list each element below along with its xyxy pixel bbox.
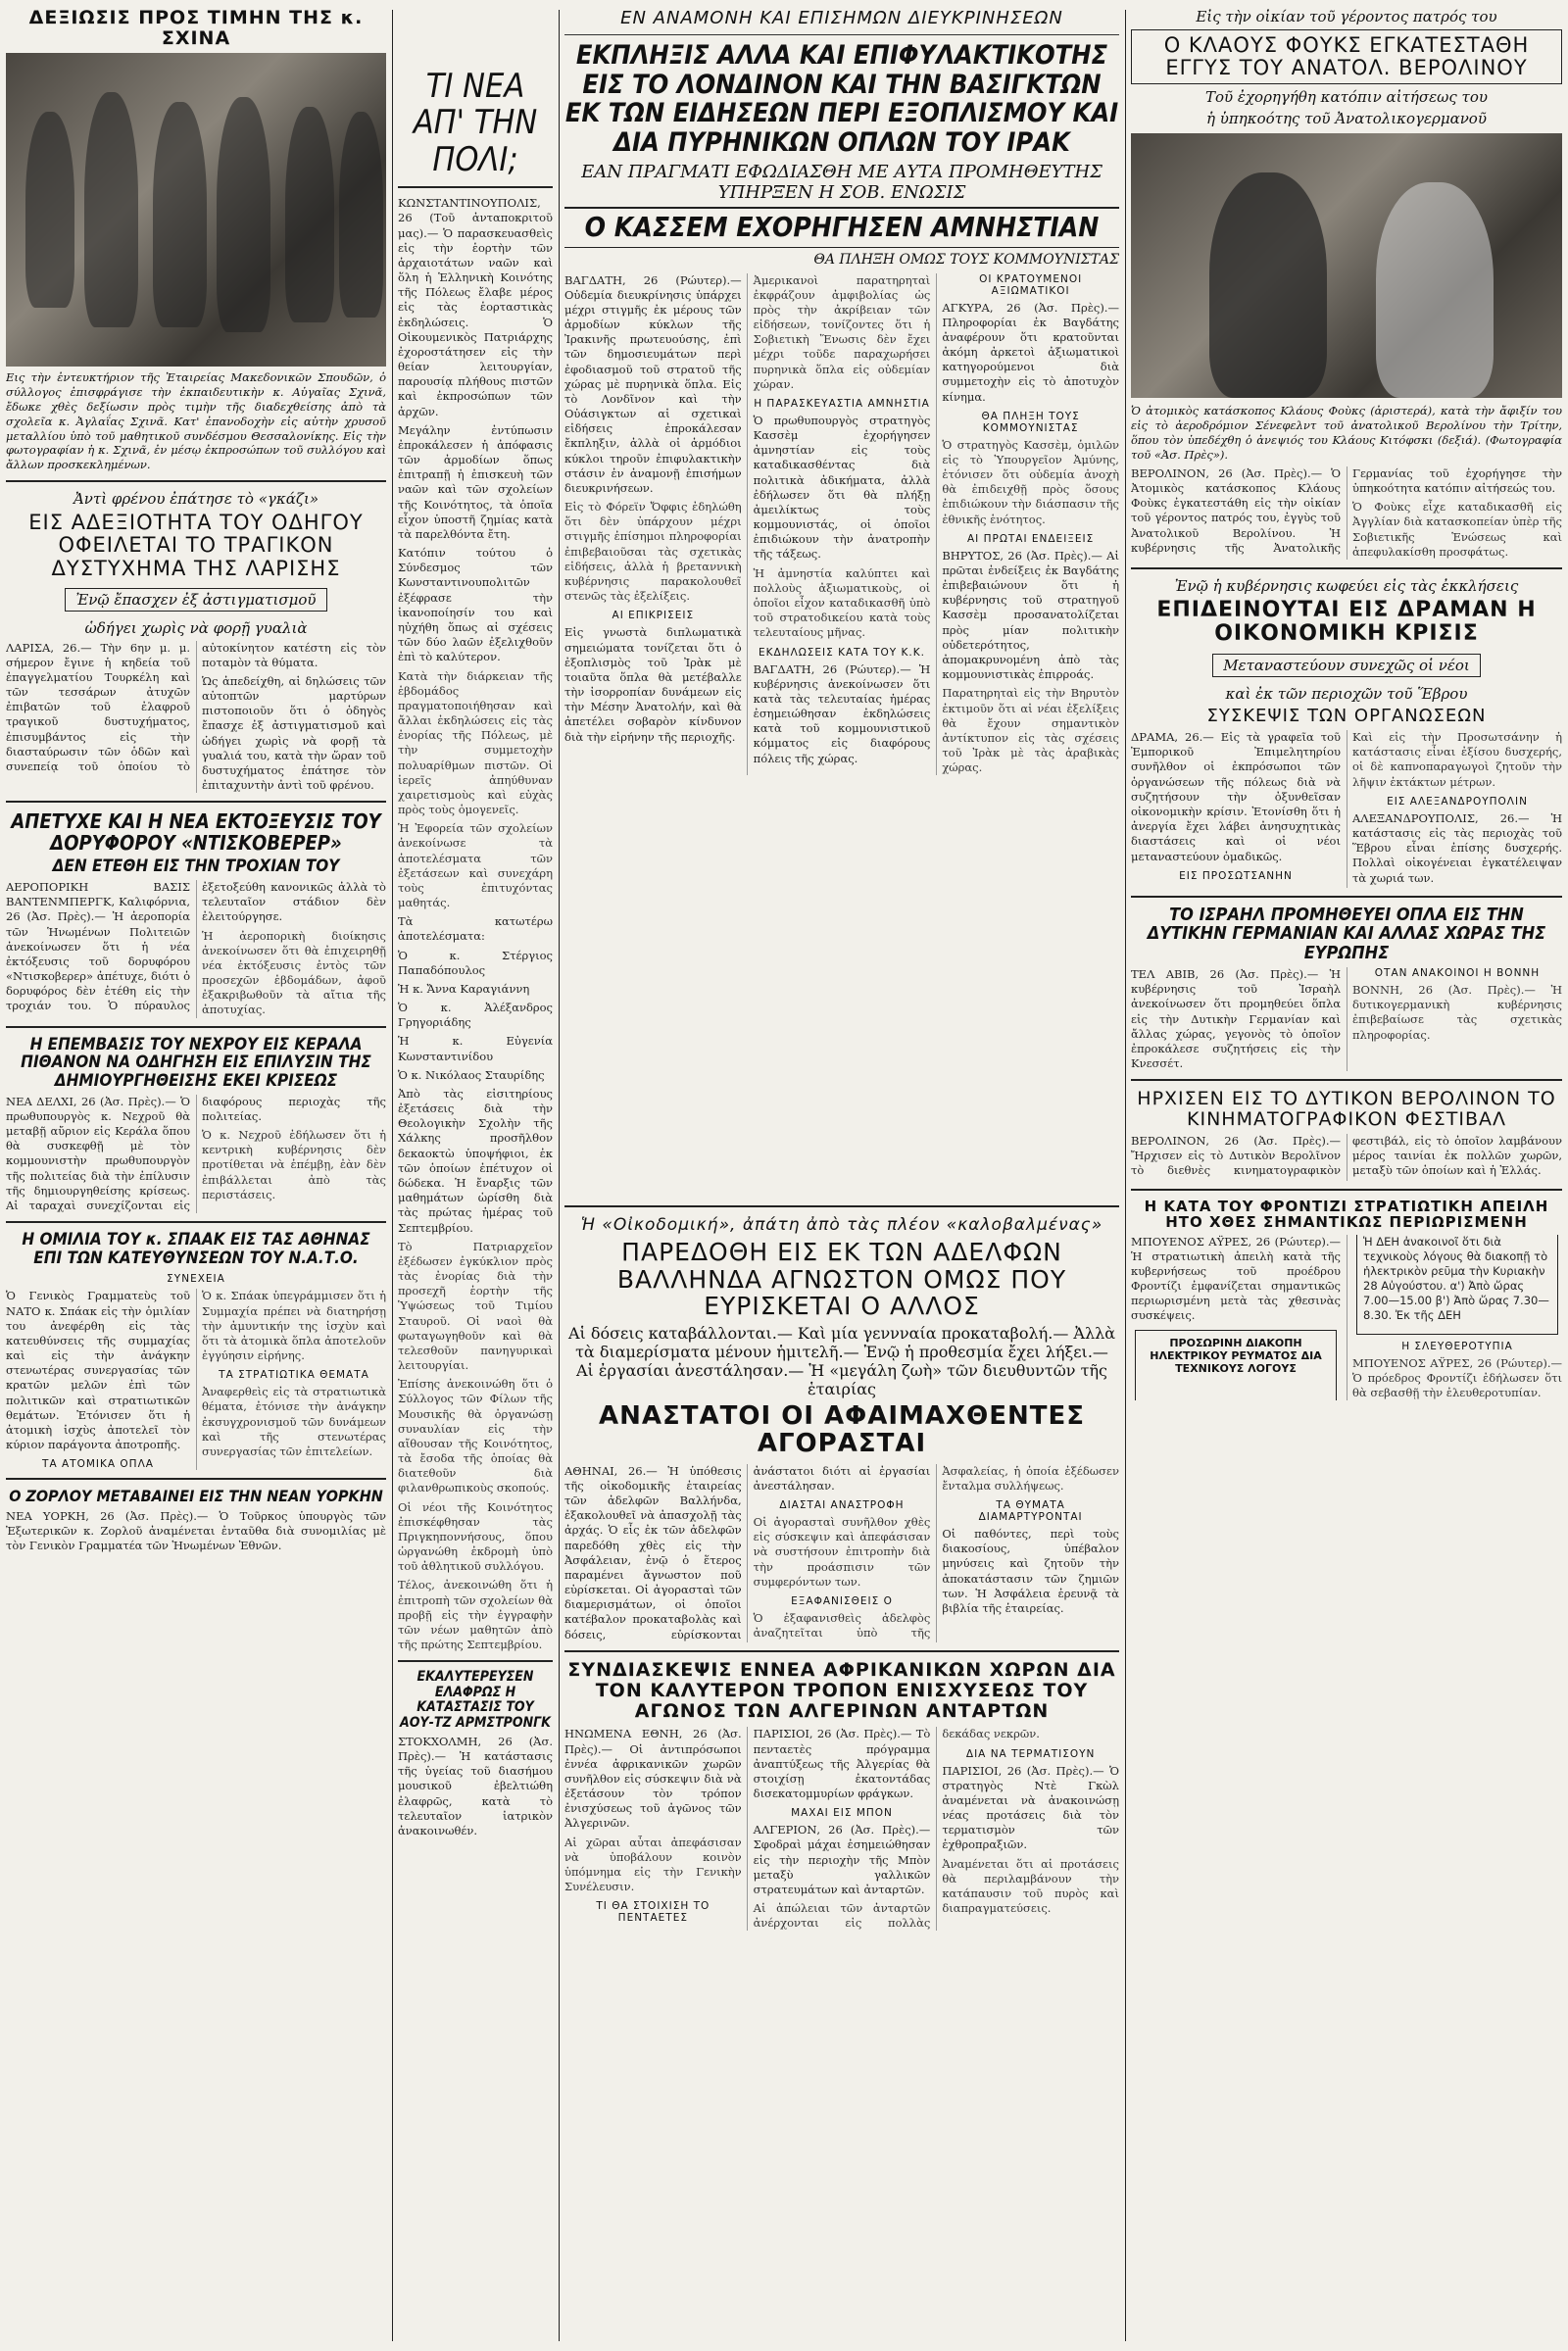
photo-caption: Εις τὴν ἐντευκτήριον τῆς Ἑταιρείας Μακεδονικῶν Σπουδῶν, ὁ σύλλογος ἐπισφράγισε τὴν ἐκπαιδευτικὴν κ. Αὐγαῖας Σχινᾶ, ἔδωκε χθὲς δεξίωσιν πρὸς τιμὴν τῆς διαδεχθείσης ἀπὸ τὰ σχολεῖα κ. Ἀγλαΐας Σχινᾶ. Κατ' ἐπανοδοχὴν εἰς αὐτὴν χρυσοῦ μεταλλίου ὑπὸ τοῦ μαθητικοῦ συνδέσμου Θεσσαλονίκης. Εἰς τὴν φωτογραφίαν ἡ κ. Σχινᾶ, ἐν μέσῳ ἐκπροσώπων τοῦ συλλόγου καὶ ἄλλων προσκεκλημένων. [6, 369, 386, 472]
kicker-oikodomiki: Ἡ «Οἰκοδομική», ἀπάτη ἀπὸ τὰς πλέον «καλοβαλμένας» [580, 1215, 1103, 1235]
section-label: ΟΤΑΝ ΑΝΑΚΟΙΝΟΙ Η ΒΟΝΝΗ [1374, 967, 1541, 980]
article-paragraph: ΛΑΡΙΣΑ, 26.— Τὴν 6ην μ. μ. σήμερον ἔγινε ἡ κηδεία τοῦ ἐπαγγελματίου Τουρκέλη καὶ τῶν τεσσάρων ἀτυχῶν ἐπιβατῶν τοῦ ἐλαφροῦ τραγικοῦ δυστυχήματος, ἐπισυμβάντος εἰς τὴν διασταύρωσιν τῶν ὁδῶν καὶ συνεπείᾳ τοῦ ὁποίου τὸ αὐτοκίνητον κατέστη εἰς τὸν ποταμὸν τὰ θύματα. [6, 640, 386, 773]
article-paragraph: ΜΠΟΥΕΝΟΣ ΑΫΡΕΣ, 26 (Ρώυτερ).— Ἡ στρατιωτικὴ ἀπειλὴ κατὰ τῆς κυβερνήσεως τοῦ προέδρου Φροντίζι ἐμφανίζεται σημαντικῶς περιωρισμένη μετὰ τὰς χθεσινὰς συσκέψεις. [1131, 1234, 1341, 1323]
subhead-evros: καὶ ἐκ τῶν περιοχῶν τοῦ Ἕβρου [1225, 685, 1468, 704]
kicker-fuchs: Εἰς τὴν οἰκίαν τοῦ γέροντος πατρός του [1196, 8, 1497, 25]
section-label: ΤΑ ΘΥΜΑΤΑ ΔΙΑΜΑΡΤΥΡΟΝΤΑΙ [978, 1499, 1083, 1524]
photo-caption: Ὁ ἀτομικὸς κατάσκοπος Κλάους Φοὺκς (ἀριστερά), κατὰ τὴν ἄφιξίν του εἰς τὸ ἀεροδρόμιον Σένεφελντ τοῦ ἀνατολικοῦ Βερολίνου τὴν Τρίτην, ὅπου τὸν ὑπεδέχθη ὁ ἀνεψιός του Κλάους Κιτόφσκι (δεξιά). (Φωτογραφία τοῦ «Ἀσ. Πρὲς»). [1131, 404, 1562, 462]
section-label: ΘΑ ΠΛΗΞΗ ΤΟΥΣ ΚΟΜΜΟΥΝΙΣΤΑΣ [981, 410, 1080, 434]
article-paragraph: ΗΝΩΜΕΝΑ ΕΘΝΗ, 26 (Ἀσ. Πρὲς).— Οἱ ἀντιπρόσωποι ἐννέα ἀφρικανικῶν χωρῶν συνῆλθον εἰς σύσκεψιν διὰ νὰ ἐξετάσουν τὸν τρόπον ἐνισχύσεως τοῦ ἀγῶνος τῶν Ἀλγερινῶν. [564, 1727, 742, 1831]
subhead-discoverer: ΔΕΝ ΕΤΕΘΗ ΕΙΣ ΤΗΝ ΤΡΟΧΙΑΝ ΤΟΥ [52, 857, 340, 877]
subhead-soviet-supplier: ΕΑΝ ΠΡΑΓΜΑΤΙ ΕΦΩΔΙΑΣΘΗ ΜΕ ΑΥΤΑ ΠΡΟΜΗΘΕΥΤΗΣ ΥΠΗΡΞΕΝ Η ΣΟΒ. ΕΝΩΣΙΣ [581, 161, 1102, 203]
section-label: ΔΙΑ ΝΑ ΤΕΡΜΑΤΙΣΟΥΝ [965, 1747, 1096, 1760]
article-paragraph: ΒΑΓΔΑΤΗ, 26 (Ρώυτερ).— Ἡ κυβέρνησις ἀνεκοίνωσεν ὅτι κατὰ τὰς τελευταίας ἡμέρας ἐσημειώθησαν ἐκδηλώσεις κατὰ τοῦ κομμουνιστικοῦ κόμματος εἰς διαφόρους πόλεις τῆς χώρας. [753, 661, 931, 765]
article-paragraph: ΒΑΓΔΑΤΗ, 26 (Ρώυτερ).— Οὐδεμία διευκρίνησις ὑπάρχει μέχρι στιγμῆς ἐκ μέρους τῶν ἀρμοδίων κύκλων τῆς Ἰρακινῆς πρωτευούσης, ἐπὶ τῶν δημοσιευμάτων περὶ ἐφοδιασμοῦ τοῦ στρατοῦ τῆς χώρας μὲ πυρηνικὰ ὅπλα. Εἰς τὸ Λονδῖνον καὶ τὴν Οὐάσιγκτων αἱ σχετικαὶ εἰδήσεις ἐπροκάλεσαν ἔκπληξιν, ἀλλὰ οἱ ἁρμόδιοι κύκλοι τηροῦν ἐπιφυλακτικὴν στάσιν ἐν ἀναμονῇ ἐπισήμων διευκρινήσεων. [564, 272, 742, 495]
list-item: Ἡ κ. Ἄννα Καραγιάννη [398, 981, 530, 996]
article-paragraph: ΑΕΡΟΠΟΡΙΚΗ ΒΑΣΙΣ ΒΑΝΤΕΝΜΠΕΡΓΚ, Καλιφόρνια, 26 (Ἀσ. Πρὲς).— Ἡ ἀεροπορία τῶν Ἡνωμένων Πολιτειῶν ἀνεκοίνωσεν ὅτι ἡ νέα ἐκτόξευσις τοῦ δορυφόρου «Ντισκοβερερ» ἀπέτυχε, διότι ὁ δορυφόρος δὲν ἐτέθη εἰς τὴν τροχιάν του. Ὁ πύραυλος ἐξετοξεύθη κανονικῶς ἀλλὰ τὸ τελευταῖον στάδιον δὲν ἐλειτούργησε. [6, 880, 386, 1013]
column-rule [559, 10, 560, 2341]
section-label: ΑΙ ΠΡΩΤΑΙ ΕΝΔΕΙΞΕΙΣ [966, 532, 1095, 545]
subhead-citizenship1: Τοῦ ἐχορηγήθη κατόπιν αἰτήσεως του [1205, 88, 1488, 107]
article-paragraph: ΝΕΑ ΔΕΛΧΙ, 26 (Ἀσ. Πρὲς).— Ὁ πρωθυπουργὸς κ. Νεχροῦ θὰ μεταβῇ αὔριον εἰς Κεράλα ὅπου θὰ συσκεφθῇ μὲ τὸν κομμουνιστὴν πρωθυπουργὸν τῆς πολιτείας διὰ τὴν ἐπίλυσιν τῆς δημιουργηθείσης κρίσεως. Αἱ ταραχαὶ συνεχίζονται εἰς διαφόρους περιοχὰς τῆς πολιτείας. [6, 1094, 386, 1212]
section-label: ΕΞΑΦΑΝΙΣΘΕΙΣ Ο [791, 1594, 893, 1607]
article-paragraph: ΝΕΑ ΥΟΡΚΗ, 26 (Ἀσ. Πρὲς).— Ὁ Τοῦρκος ὑπουργὸς τῶν Ἐξωτερικῶν κ. Ζορλοῦ ἀναμένεται ἐνταῦθα διὰ συνομιλίας μὲ τὸν Γενικὸν Γραμματέα τῶν Ἡνωμένων Ἐθνῶν. [6, 1508, 386, 1553]
headline-buyers-upset: ΑΝΑΣΤΑΤΟΙ ΟΙ ΑΦΑΙΜΑΧΘΕΝΤΕΣ ΑΓΟΡΑΣΤΑΙ [599, 1400, 1085, 1459]
subhead-astigmatism: Ἐνῷ ἔπασχεν ἐξ ἀστιγματισμοῦ [65, 588, 326, 612]
headline-israel-arms: ΤΟ ΙΣΡΑΗΛ ΠΡΟΜΗΘΕΥΕΙ ΟΠΛΑ ΕΙΣ ΤΗΝ ΔΥΤΙΚΗΝ ΓΕΡΜΑΝΙΑΝ ΚΑΙ ΑΛΛΑΣ ΧΩΡΑΣ ΤΗΣ ΕΥΡΩΠΗΣ [1147, 904, 1546, 964]
section-label: Η ΠΑΡΑΣΚΕΥΑΣΤΙΑ ΑΜΝΗΣΤΙΑ [754, 397, 930, 410]
article-paragraph: ΑΘΗΝΑΙ, 26.— Ἡ ὑπόθεσις τῆς οἰκοδομικῆς ἑταιρείας τῶν ἀδελφῶν Βαλλήνδα, ἐξακολουθεῖ νὰ ἀπασχολῇ τὰς ἀρχάς. Ὁ εἷς ἐκ τῶν ἀδελφῶν παρεδόθη χθὲς εἰς τὴν Ἀσφάλειαν, ἐνῷ ὁ ἕτερος παραμένει ἄγνωστον ποῦ εὑρίσκεται. Οἱ ἀγορασταὶ τῶν διαμερισμάτων, οἱ ὁποῖοι κατέβαλον προκαταβολὰς καὶ δόσεις, εὑρίσκονται ἀνάστατοι διότι αἱ ἐργασίαι ἀνεστάλησαν. [564, 1463, 931, 1641]
article-paragraph: Ὁ πρωθυπουργὸς στρατηγὸς Κασσὲμ ἐχορήγησεν ἀμνηστίαν εἰς τοὺς καταδικασθέντας διὰ πολιτικὰ ἀδικήματα, ἀλλὰ ἐδήλωσεν ὅτι θὰ πλήξῃ ἀμειλίκτως τοὺς κομμουνιστάς, οἱ ὁποῖοι ἐπιδιώκουν τὴν ἀνατροπὴν τῆς τάξεως. [753, 413, 931, 562]
article-paragraph: ΑΛΓΕΡΙΟΝ, 26 (Ἀσ. Πρὲς).— Σφοδραὶ μάχαι ἐσημειώθησαν εἰς τὴν περιοχὴν τῆς Μπὸν μεταξὺ γαλλικῶν στρατευμάτων καὶ ἀνταρτῶν. [753, 1823, 931, 1896]
section-label: ΤΑ ΣΤΡΑΤΙΩΤΙΚΑ ΘΕΜΑΤΑ [219, 1369, 369, 1382]
headline-fuchs: Ο ΚΛΑΟΥΣ ΦΟΥΚΣ ΕΓΚΑΤΕΣΤΑΘΗ ΕΓΓΥΣ ΤΟΥ ΑΝΑΤΟΛ. ΒΕΡΟΛΙΝΟΥ [1131, 29, 1562, 84]
article-paragraph: ΠΑΡΙΣΙΟΙ, 26 (Ἀσ. Πρὲς).— Τὸ πενταετὲς πρόγραμμα ἀναπτύξεως τῆς Ἀλγερίας θὰ στοιχίσῃ ἐκατοντάδας δισεκατομμυρίων φράγκων. [753, 1727, 931, 1801]
kicker-iraq: ΕΝ ΑΝΑΜΟΝΗ ΚΑΙ ΕΠΙΣΗΜΩΝ ΔΙΕΥΚΡΙΝΗΣΕΩΝ [620, 8, 1063, 28]
headline-iraq-nuclear: ΕΚΠΛΗΞΙΣ ΑΛΛΑ ΚΑΙ ΕΠΙΦΥΛΑΚΤΙΚΟΤΗΣ ΕΙΣ ΤΟ ΛΟΝΔΙΝΟΝ ΚΑΙ ΤΗΝ ΒΑΣΙΓΚΤΩΝ ΕΚ ΤΩΝ ΕΙΔΗΣΕΩΝ ΠΕΡΙ ΕΞΟΠΛΙΣΜΟΥ ΚΑΙ ΔΙΑ ΠΥΡΗΝΙΚΩΝ ΟΠΛΩΝ ΤΟΥ ΙΡΑΚ [564, 40, 1119, 159]
headline-kassem-amnesty: Ο ΚΑΣΣΕΜ ΕΧΟΡΗΓΗΣΕΝ ΑΜΝΗΣΤΙΑΝ [564, 207, 1119, 248]
subhead-communists: ΘΑ ΠΛΗΞΗ ΟΜΩΣ ΤΟΥΣ ΚΟΜΜΟΥΝΙΣΤΑΣ [813, 251, 1119, 268]
section-label: ΣΥΝΕΧΕΙΑ [167, 1273, 225, 1286]
kicker-larisa: Ἀντὶ φρένου ἐπάτησε τὸ «γκάζι» [73, 490, 319, 509]
article-paragraph: ΒΗΡΥΤΟΣ, 26 (Ἀσ. Πρὲς).— Αἱ πρῶται ἐνδείξεις ἐκ Βαγδάτης ἐπιβεβαιώνουν ὅτι ἡ κυβέρνησις τοῦ στρατηγοῦ Κασσὲμ προσανατολίζεται πρὸς μίαν πολιτικὴν οὐδετερότητος, ἀπομακρυνομένη ἀπὸ τὰς κομμουνιστικὰς ἐπιρροάς. [942, 548, 1119, 682]
article-paragraph: ΑΓΚΥΡΑ, 26 (Ἀσ. Πρὲς).— Πληροφορίαι ἐκ Βαγδάτης ἀναφέρουν ὅτι κρατοῦνται ἀκόμη ἀρκετοὶ ἀξιωματικοὶ κατηγορούμενοι διὰ συμμετοχὴν εἰς τὸ ἀποτυχὸν κίνημα. [942, 300, 1119, 404]
list-header: Τὰ κατωτέρω ἀποτελέσματα: [398, 914, 553, 944]
list-item: Ὁ κ. Ἀλέξανδρος Γρηγοριάδης [398, 1001, 553, 1030]
column-left: ΔΕΞΙΩΣΙΣ ΠΡΟΣ ΤΙΜΗΝ ΤΗΣ κ. ΣΧΙΝΑ Εις τὴν ἐντευκτήριον τῆς Ἑταιρείας Μακεδονικῶν Σπουδῶν, ὁ σύλλογος ἐπισφράγισε τὴν ἐκπαιδευτικὴν κ. Αὐγαῖας Σχινᾶ, ἔδωκε χθὲς δεξίωσιν πρὸς τιμὴν τῆς διαδεχθείσης ἀπὸ τὰ σχολεῖα κ. Ἀγλαΐας Σχινᾶ. Κατ' ἐπανοδοχὴν εἰς αὐτὴν χρυσοῦ μεταλλίου ὑπὸ τοῦ μαθητικοῦ συνδέσμου Θεσσαλονίκης. Εἰς τὴν φωτογραφίαν ἡ κ. Σχινᾶ, ἐν μέσῳ ἐκπροσώπων τοῦ συλλόγου καὶ ἄλλων προσκεκλημένων. Ἀντὶ φρένου ἐπάτησε τὸ «γκάζι» ΕΙΣ ΑΔΕΞΙΟΤΗΤΑ ΤΟΥ ΟΔΗΓΟΥ ΟΦΕΙΛΕΤΑΙ ΤΟ ΤΡΑΓΙΚΟΝ ΔΥΣΤΥΧΗΜΑ ΤΗΣ ΛΑΡΙΣΗΣ Ἐνῷ ἔπασχεν ἐξ ἀστιγματισμοῦ ὡδήγει χωρὶς νὰ φορῇ γυαλιὰ ΛΑΡΙΣΑ, 26.— Τὴν 6ην μ. μ. σήμερον ἔγινε ἡ κηδεία τοῦ ἐπαγγελματίου Τουρκέλη καὶ τῶν τεσσάρων ἀτυχῶν ἐπιβατῶν τοῦ ἐλαφροῦ τραγικοῦ δυστυχήματος, ἐπισυμβάντος εἰς τὴν διασταύρωσιν τῶν ὁδῶν καὶ συνεπείᾳ τοῦ ὁποίου τὸ αὐτοκίνητον κατέστη εἰς τὸν ποταμὸν τὰ θύματα. Ὡς ἀπεδείχθη, αἱ δηλώσεις τῶν αὐτοπτῶν μαρτύρων πιστοποιοῦν ὅτι ὁ ὁδηγὸς ἔπασχε ἐξ ἀστιγματισμοῦ καὶ ὠδήγει χωρὶς νὰ φορῇ τὰ γυαλιά του, κατὰ τὴν ὥραν τοῦ δυστυχήματος ἐπάτησε τὸν ἐπιταχυντὴν ἀντὶ τοῦ φρένου. ΑΠΕΤΥΧΕ ΚΑΙ Η ΝΕΑ ΕΚΤΟΞΕΥΣΙΣ ΤΟΥ ΔΟΡΥΦΟΡΟΥ «ΝΤΙΣΚΟΒΕΡΕΡ» ΔΕΝ ΕΤΕΘΗ ΕΙΣ ΤΗΝ ΤΡΟΧΙΑΝ ΤΟΥ ΑΕΡΟΠΟΡΙΚΗ ΒΑΣΙΣ ΒΑΝΤΕΝΜΠΕΡΓΚ, Καλιφόρνια, 26 (Ἀσ. Πρὲς).— Ἡ ἀεροπορία τῶν Ἡνωμένων Πολιτειῶν ἀνεκοίνωσεν ὅτι ἡ νέα ἐκτόξευσις τοῦ δορυφόρου «Ντισκοβερερ» ἀπέτυχε, διότι ὁ δορυφόρος δὲν ἐτέθη εἰς τὴν τροχιάν του. Ὁ πύραυλος ἐξετοξεύθη κανονικῶς ἀλλὰ τὸ τελευταῖον στάδιον δὲν ἐλειτούργησε. Ἡ ἀεροπορικὴ διοίκησις ἀνεκοίνωσεν ὅτι θὰ ἐπιχειρηθῇ νέα ἐκτόξευσις ἐντὸς τῶν προσεχῶν ἑβδομάδων, ἀφοῦ ἐξακριβωθοῦν τὰ αἴτια τῆς ἀποτυχίας. Η ΕΠΕΜΒΑΣΙΣ ΤΟΥ ΝΕΧΡΟΥ ΕΙΣ ΚΕΡΑΛΑ ΠΙΘΑΝΟΝ ΝΑ ΟΔΗΓΗΣΗ ΕΙΣ ΕΠΙΛΥΣΙΝ ΤΗΣ ΔΗΜΙΟΥΡΓΗΘΕΙΣΗΣ ΕΚΕΙ ΚΡΙΣΕΩΣ ΝΕΑ ΔΕΛΧΙ, 26 (Ἀσ. Πρὲς).— Ὁ πρωθυπουργὸς κ. Νεχροῦ θὰ μεταβῇ αὔριον εἰς Κεράλα ὅπου θὰ συσκεφθῇ μὲ τὸν κομμουνιστὴν πρωθυπουργὸν τῆς πολιτείας διὰ τὴν ἐπίλυσιν τῆς δημιουργηθείσης κρίσεως. Αἱ ταραχαὶ συνεχίζονται εἰς διαφόρους περιοχὰς τῆς πολιτείας. Ὁ κ. Νεχροῦ ἐδήλωσεν ὅτι ἡ κεντρικὴ κυβέρνησις δὲν προτίθεται νὰ ἐπέμβῃ, ἐὰν δὲν ἐπιβάλλεται ἀπὸ τὰς περιστάσεις. Η ΟΜΙΛΙΑ ΤΟΥ κ. ΣΠΑΑΚ ΕΙΣ ΤΑΣ ΑΘΗΝΑΣ ΕΠΙ ΤΩΝ ΚΑΤΕΥΘΥΝΣΕΩΝ ΤΟΥ Ν.Α.Τ.Ο. ΣΥΝΕΧΕΙΑ Ὁ Γενικὸς Γραμματεὺς τοῦ ΝΑΤΟ κ. Σπάακ εἰς τὴν ὁμιλίαν του ἀνεφέρθη εἰς τὰς κατευθύνσεις τῆς συμμαχίας καὶ εἰς τὴν ἀνάγκην στενωτέρας συνεργασίας τῶν κρατῶν μελῶν ἐπὶ τῶν πολιτικῶν καὶ στρατιωτικῶν θεμάτων. Ἐτόνισεν ὅτι ἡ ἀτομικὴ ἰσχὺς ἀποτελεῖ τὸν κύριον παράγοντα ἀποτροπῆς. ΤΑ ΑΤΟΜΙΚΑ ΟΠΛΑ Ὁ κ. Σπάακ ὑπεγράμμισεν ὅτι ἡ Συμμαχία πρέπει νὰ διατηρήσῃ τὴν ἀμυντικήν της ἰσχὺν καὶ ὅτι τὰ ἀτομικὰ ὅπλα ἀποτελοῦν ἐγγύησιν εἰρήνης. ΤΑ ΣΤΡΑΤΙΩΤΙΚΑ ΘΕΜΑΤΑ Ἀναφερθεὶς εἰς τὰ στρατιωτικὰ θέματα, ἐτόνισε τὴν ἀνάγκην ἐκσυγχρονισμοῦ τῶν δυνάμεων καὶ τῆς στενωτέρας συνεργασίας τῶν ἐπιτελείων. Ο ΖΟΡΛΟΥ ΜΕΤΑΒΑΙΝΕΙ ΕΙΣ ΤΗΝ ΝΕΑΝ ΥΟΡΚΗΝ ΝΕΑ ΥΟΡΚΗ, 26 (Ἀσ. Πρὲς).— Ὁ Τοῦρκος ὑπουργὸς τῶν Ἐξωτερικῶν κ. Ζορλοῦ ἀναμένεται ἐνταῦθα διὰ συνομιλίας μὲ τὸν Γενικὸν Γραμματέα τῶν Ἡνωμένων Ἐθνῶν. [6, 7, 386, 1553]
photo-reception [6, 53, 386, 367]
column-polis: ΤΙ ΝΕΑ ΑΠ' ΤΗΝ ΠΟΛΙ; ΚΩΝΣΤΑΝΤΙΝΟΥΠΟΛΙΣ, 26 (Τοῦ ἀνταποκριτοῦ μας).— Ὁ παρασκευασθεὶς εἰς τὴν ἑορτὴν τῶν ἀρχαιοτάτων ναῶν καὶ ὅλη ἡ Ἑλληνικὴ Κοινότης τῆς Πόλεως ἔλαβε μέρος εἰς τὰς ἑορταστικὰς ἐκδηλώσεις. Ὁ Οἰκουμενικὸς Πατριάρχης ἐχοροστάτησεν εἰς τὴν θείαν λειτουργίαν, παρουσίᾳ πλήθους πιστῶν καὶ ἐκπροσώπων τῶν ἀρχῶν. Μεγάλην ἐντύπωσιν ἐπροκάλεσεν ἡ ἀπόφασις τῶν ἀρμοδίων ὅπως ἐπιτραπῇ ἡ ἐπισκευὴ τῶν ναῶν καὶ τῶν σχολείων τῆς Κοινότητος, τὰ ὁποῖα εἶχον ὑποστῆ ζημίας κατὰ τὰ παρελθόντα ἔτη. Κατόπιν τούτου ὁ Σύνδεσμος τῶν Κωνσταντινουπολιτῶν ἐξέφρασε τὴν ἱκανοποίησίν του καὶ ηὐχήθη ὅπως αἱ σχέσεις τῶν δύο λαῶν ἐξελιχθοῦν ἐπὶ τὸ καλύτερον. Κατὰ τὴν διάρκειαν τῆς ἑβδομάδος πραγματοποιήθησαν καὶ ἄλλαι ἐκδηλώσεις εἰς τὰς ἐνορίας τῆς Πόλεως, μὲ τὴν συμμετοχὴν πολυαρίθμων πιστῶν. Οἱ ἱερεῖς ἀπηύθυναν χαιρετισμοὺς καὶ εὐχὰς πρὸς τοὺς ὁμογενεῖς. Ἡ Ἐφορεία τῶν σχολείων ἀνεκοίνωσε τὰ ἀποτελέσματα τῶν ἐξετάσεων καὶ συνεχάρη τοὺς ἐπιτυχόντας μαθητάς. Τὰ κατωτέρω ἀποτελέσματα: Ὁ κ. Στέργιος Παπαδόπουλος Ἡ κ. Ἄννα Καραγιάννη Ὁ κ. Ἀλέξανδρος Γρηγοριάδης Ἡ κ. Εὐγενία Κωνσταντινίδου Ὁ κ. Νικόλαος Σταυρίδης Ἀπὸ τὰς εἰσιτηρίους ἐξετάσεις διὰ τὴν Θεολογικὴν Σχολὴν τῆς Χάλκης προσῆλθον δεκαοκτὼ ὑποψήφιοι, ἐκ τῶν ὁποίων ἐπέτυχον οἱ δώδεκα. Ἡ ἔναρξις τῶν μαθημάτων ὡρίσθη διὰ τὰς πρώτας ἡμέρας τοῦ Σεπτεμβρίου. Τὸ Πατριαρχεῖον ἐξέδωσεν ἐγκύκλιον πρὸς τὰς ἐνορίας διὰ τὴν προσεχῆ ἑορτὴν τῆς Ὑψώσεως τοῦ Τιμίου Σταυροῦ. Οἱ ναοὶ θὰ φωταγωγηθοῦν καὶ θὰ τελεσθοῦν πανηγυρικαὶ λειτουργίαι. Ἐπίσης ἀνεκοινώθη ὅτι ὁ Σύλλογος τῶν Φίλων τῆς Μουσικῆς θὰ ὀργανώσῃ συναυλίαν εἰς τὴν αἴθουσαν τῆς Κοινότητος, τὰ ἔσοδα τῆς ὁποίας θὰ διατεθοῦν διὰ φιλανθρωπικοὺς σκοπούς. Οἱ νέοι τῆς Κοινότητος ἐπισκέφθησαν τὰς Πριγκηποννήσους, ὅπου ὠργανώθη ἐκδρομὴ ὑπὸ τοῦ ἀθλητικοῦ συλλόγου. Τέλος, ἀνεκοινώθη ὅτι ἡ ἐπιτροπὴ τῶν σχολείων θὰ προβῇ εἰς τὴν ἐγγραφὴν τῶν νέων μαθητῶν ἀπὸ τῆς πρώτης Σεπτεμβρίου. ΕΚΑΛΥΤΕΡΕΥΣΕΝ ΕΛΑΦΡΩΣ Η ΚΑΤΑΣΤΑΣΙΣ ΤΟΥ ΑΟΥ-ΤΖ ΑΡΜΣΤΡΟΝΓΚ ΣΤΟΚΧΟΛΜΗ, 26 (Ἀσ. Πρὲς).— Ἡ κατάστασις τῆς ὑγείας τοῦ διασήμου μουσικοῦ ἐβελτιώθη ἐλαφρῶς, κατὰ τὸ τελευταῖον ἰατρικὸν ἀνακοινωθέν. [398, 67, 553, 1837]
article-paragraph: Οἱ παθόντες, περὶ τοὺς διακοσίους, ὑπέβαλον μηνύσεις καὶ ζητοῦν τὴν ἀποκατάστασιν τῶν ζημιῶν των. Ἡ Ἀσφάλεια ἐρευνᾷ τὰ βιβλία τῆς ἑταιρείας. [942, 1527, 1119, 1615]
subhead-emigration: Μεταναστεύουν συνεχῶς οἱ νέοι [1212, 654, 1481, 677]
article-paragraph: Ὡς ἀπεδείχθη, αἱ δηλώσεις τῶν αὐτοπτῶν μαρτύρων πιστοποιοῦν ὅτι ὁ ὁδηγὸς ἔπασχε ἐξ ἀστιγματισμοῦ καὶ ὠδήγει χωρὶς νὰ φορῇ τὰ γυαλιά του, κατὰ τὴν ὥραν τοῦ δυστυχήματος ἐπάτησε τὸν ἐπιταχυντὴν ἀντὶ τοῦ φρένου. [202, 673, 386, 793]
section-label: ΕΙΣ ΠΡΟΣΩΤΣΑΝΗΝ [1179, 869, 1293, 882]
center-top-iraq: ΕΝ ΑΝΑΜΟΝΗ ΚΑΙ ΕΠΙΣΗΜΩΝ ΔΙΕΥΚΡΙΝΗΣΕΩΝ ΕΚΠΛΗΞΙΣ ΑΛΛΑ ΚΑΙ ΕΠΙΦΥΛΑΚΤΙΚΟΤΗΣ ΕΙΣ ΤΟ ΛΟΝΔΙΝΟΝ ΚΑΙ ΤΗΝ ΒΑΣΙΓΚΤΩΝ ΕΚ ΤΩΝ ΕΙΔΗΣΕΩΝ ΠΕΡΙ ΕΞΟΠΛΙΣΜΟΥ ΚΑΙ ΔΙΑ ΠΥΡΗΝΙΚΩΝ ΟΠΛΩΝ ΤΟΥ ΙΡΑΚ ΕΑΝ ΠΡΑΓΜΑΤΙ ΕΦΩΔΙΑΣΘΗ ΜΕ ΑΥΤΑ ΠΡΟΜΗΘΕΥΤΗΣ ΥΠΗΡΞΕΝ Η ΣΟΒ. ΕΝΩΣΙΣ Ο ΚΑΣΣΕΜ ΕΧΟΡΗΓΗΣΕΝ ΑΜΝΗΣΤΙΑΝ ΘΑ ΠΛΗΞΗ ΟΜΩΣ ΤΟΥΣ ΚΟΜΜΟΥΝΙΣΤΑΣ ΒΑΓΔΑΤΗ, 26 (Ρώυτερ).— Οὐδεμία διευκρίνησις ὑπάρχει μέχρι στιγμῆς ἐκ μέρους τῶν ἀρμοδίων κύκλων τῆς Ἰρακινῆς πρωτευούσης, ἐπὶ τῶν δημοσιευμάτων περὶ ἐφοδιασμοῦ τοῦ στρατοῦ τῆς χώρας μὲ πυρηνικὰ ὅπλα. Εἰς τὸ Λονδῖνον καὶ τὴν Οὐάσιγκτων αἱ σχετικαὶ εἰδήσεις ἐπροκάλεσαν ἔκπληξιν, ἀλλὰ οἱ ἁρμόδιοι κύκλοι τηροῦν ἐπιφυλακτικὴν στάσιν ἐν ἀναμονῇ ἐπισήμων διευκρινήσεων. Εἰς τὸ Φόρεϊν Ὄφφις ἐδηλώθη ὅτι δὲν ὑπάρχουν μέχρι στιγμῆς ἐπίσημοι πληροφορίαι ἐπιβεβαιοῦσαι τὰς σχετικὰς εἰδήσεις, ἀλλὰ ἡ βρεταννικὴ κυβέρνησις παρακολουθεῖ στενῶς τὰς ἐξελίξεις. ΑΙ ΕΠΙΚΡΙΣΕΙΣ Εἰς γνωστὰ διπλωματικὰ σημειώματα τονίζεται ὅτι ὁ ἐξοπλισμὸς τοῦ Ἰρὰκ μὲ τοιαῦτα ὅπλα θὰ μετέβαλλε τὴν ἰσορροπίαν δυνάμεων εἰς τὴν Μέσην Ἀνατολήν, καὶ θὰ ἀπετέλει σοβαρὸν κίνδυνον διὰ τὴν εἰρήνην τῆς περιοχῆς. Ἀμερικανοὶ παρατηρηταὶ ἐκφράζουν ἀμφιβολίας ὡς πρὸς τὴν ἀκρίβειαν τῶν εἰδήσεων, τονίζοντες ὅτι ἡ Σοβιετικὴ Ἕνωσις δὲν ἔχει μέχρι τοῦδε παραχωρήσει πυρηνικὰ ὅπλα εἰς οὐδεμίαν χώραν. Η ΠΑΡΑΣΚΕΥΑΣΤΙΑ ΑΜΝΗΣΤΙΑ Ὁ πρωθυπουργὸς στρατηγὸς Κασσὲμ ἐχορήγησεν ἀμνηστίαν εἰς τοὺς καταδικασθέντας διὰ πολιτικὰ ἀδικήματα, ἀλλὰ ἐδήλωσεν ὅτι θὰ πλήξῃ ἀμειλίκτως τοὺς κομμουνιστάς, οἱ ὁποῖοι ἐπιδιώκουν τὴν ἀνατροπὴν τῆς τάξεως. Ἡ ἀμνηστία καλύπτει καὶ πολλοὺς ἀξιωματικοὺς, οἱ ὁποῖοι εἶχον καταδικασθῆ ὑπὸ τοῦ στρατοδικείου κατὰ τοὺς τελευταίους μῆνας. ΕΚΔΗΛΩΣΕΙΣ ΚΑΤΑ ΤΟΥ Κ.Κ. ΒΑΓΔΑΤΗ, 26 (Ρώυτερ).— Ἡ κυβέρνησις ἀνεκοίνωσεν ὅτι κατὰ τὰς τελευταίας ἡμέρας ἐσημειώθησαν ἐκδηλώσεις κατὰ τοῦ κομμουνιστικοῦ κόμματος εἰς διαφόρους πόλεις τῆς χώρας. ΟΙ ΚΡΑΤΟΥΜΕΝΟΙ ΑΞΙΩΜΑΤΙΚΟΙ ΑΓΚΥΡΑ, 26 (Ἀσ. Πρὲς).— Πληροφορίαι ἐκ Βαγδάτης ἀναφέρουν ὅτι κρατοῦνται ἀκόμη ἀρκετοὶ ἀξιωματικοὶ κατηγορούμενοι διὰ συμμετοχὴν εἰς τὸ ἀποτυχὸν κίνημα. ΘΑ ΠΛΗΞΗ ΤΟΥΣ ΚΟΜΜΟΥΝΙΣΤΑΣ Ὁ στρατηγὸς Κασσὲμ, ὁμιλῶν εἰς τὸ Ὑπουργεῖον Ἀμύνης, ἐτόνισεν ὅτι οὐδεμία ἀνοχὴ θὰ ἐπιδειχθῇ πρὸς ὅσους ἐπιδιώκουν τὴν διάσπασιν τῆς ἐθνικῆς ἑνότητος. ΑΙ ΠΡΩΤΑΙ ΕΝΔΕΙΞΕΙΣ ΒΗΡΥΤΟΣ, 26 (Ἀσ. Πρὲς).— Αἱ πρῶται ἐνδείξεις ἐκ Βαγδάτης ἐπιβεβαιώνουν ὅτι ἡ κυβέρνησις τοῦ στρατηγοῦ Κασσὲμ προσανατολίζεται πρὸς μίαν πολιτικὴν οὐδετερότητος, ἀπομακρυνομένη ἀπὸ τὰς κομμουνιστικὰς ἐπιρροάς. Παρατηρηταὶ εἰς τὴν Βηρυτὸν ἐκτιμοῦν ὅτι αἱ νέαι ἐξελίξεις θὰ ἔχουν σημαντικὸν ἀντίκτυπον εἰς τὰς σχέσεις τοῦ Ἰρὰκ μὲ τὰς ἀραβικὰς χώρας. [564, 8, 1119, 775]
article-paragraph: ΠΑΡΙΣΙΟΙ, 26 (Ἀσ. Πρὲς).— Ὁ στρατηγὸς Ντὲ Γκὼλ ἀναμένεται νὰ ἀνακοινώσῃ νέας προτάσεις διὰ τὸν τερματισμὸν τῶν ἐχθροπραξιῶν. [942, 1763, 1119, 1852]
headline-larisa-accident: ΕΙΣ ΑΔΕΞΙΟΤΗΤΑ ΤΟΥ ΟΔΗΓΟΥ ΟΦΕΙΛΕΤΑΙ ΤΟ ΤΡΑΓΙΚΟΝ ΔΥΣΤΥΧΗΜΑ ΤΗΣ ΛΑΡΙΣΗΣ [28, 511, 364, 580]
article-paragraph: Μεγάλην ἐντύπωσιν ἐπροκάλεσεν ἡ ἀπόφασις τῶν ἀρμοδίων ὅπως ἐπιτραπῇ ἡ ἐπισκευὴ τῶν ναῶν καὶ τῶν σχολείων τῆς Κοινότητος, τὰ ὁποῖα εἶχον ὑποστῆ ζημίας κατὰ τὰ παρελθόντα ἔτη. [398, 422, 553, 541]
section-label: ΜΑΧΑΙ ΕΙΣ ΜΠΟΝ [791, 1807, 893, 1820]
list-item: Ὁ κ. Νικόλαος Σταυρίδης [398, 1067, 545, 1082]
subhead-glasses: ὡδήγει χωρὶς νὰ φορῇ γυαλιὰ [84, 618, 308, 637]
headline-spaak: Η ΟΜΙΛΙΑ ΤΟΥ κ. ΣΠΑΑΚ ΕΙΣ ΤΑΣ ΑΘΗΝΑΣ ΕΠΙ ΤΩΝ ΚΑΤΕΥΘΥΝΣΕΩΝ ΤΟΥ Ν.Α.Τ.Ο. [22, 1230, 370, 1268]
headline-schina-reception: ΔΕΞΙΩΣΙΣ ΠΡΟΣ ΤΙΜΗΝ ΤΗΣ κ. ΣΧΙΝΑ [28, 7, 364, 49]
headline-zorlu: Ο ΖΟΡΛΟΥ ΜΕΤΑΒΑΙΝΕΙ ΕΙΣ ΤΗΝ ΝΕΑΝ ΥΟΡΚΗΝ [9, 1487, 383, 1506]
headline-nehru-kerala: Η ΕΠΕΜΒΑΣΙΣ ΤΟΥ ΝΕΧΡΟΥ ΕΙΣ ΚΕΡΑΛΑ ΠΙΘΑΝΟΝ ΝΑ ΟΔΗΓΗΣΗ ΕΙΣ ΕΠΙΛΥΣΙΝ ΤΗΣ ΔΗΜΙΟΥΡΓΗΘΕΙΣΗΣ ΕΚΕΙ ΚΡΙΣΕΩΣ [21, 1034, 371, 1091]
article-paragraph: Ἀπὸ τὰς εἰσιτηρίους ἐξετάσεις διὰ τὴν Θεολογικὴν Σχολὴν τῆς Χάλκης προσῆλθον δεκαοκτὼ ὑποψήφιοι, ἐκ τῶν ὁποίων ἐπέτυχον οἱ δώδεκα. Ἡ ἔναρξις τῶν μαθημάτων ὡρίσθη διὰ τὰς πρώτας ἡμέρας τοῦ Σεπτεμβρίου. [398, 1086, 553, 1235]
photo-fuchs [1131, 133, 1562, 398]
column-right: Εἰς τὴν οἰκίαν τοῦ γέροντος πατρός του Ο ΚΛΑΟΥΣ ΦΟΥΚΣ ΕΓΚΑΤΕΣΤΑΘΗ ΕΓΓΥΣ ΤΟΥ ΑΝΑΤΟΛ. ΒΕΡΟΛΙΝΟΥ Τοῦ ἐχορηγήθη κατόπιν αἰτήσεως του ἡ ὑπηκοότης τοῦ Ἀνατολικογερμανοῦ Ὁ ἀτομικὸς κατάσκοπος Κλάους Φοὺκς (ἀριστερά), κατὰ τὴν ἄφιξίν του εἰς τὸ ἀεροδρόμιον Σένεφελντ τοῦ ἀνατολικοῦ Βερολίνου τὴν Τρίτην, ὅπου τὸν ὑπεδέχθη ὁ ἀνεψιός του Κλάους Κιτόφσκι (δεξιά). (Φωτογραφία τοῦ «Ἀσ. Πρὲς»). ΒΕΡΟΛΙΝΟΝ, 26 (Ἀσ. Πρὲς).— Ὁ Ἀτομικὸς κατάσκοπος Κλάους Φοὺκς ἐγκατεστάθη εἰς τὴν οἰκίαν τοῦ γέροντος πατρός του, ἐγγὺς τοῦ Ἀνατολικοῦ Βερολίνου. Ἡ κυβέρνησις τῆς Ἀνατολικῆς Γερμανίας τοῦ ἐχορήγησε τὴν ὑπηκοότητα κατόπιν αἰτήσεώς του. Ὁ Φοὺκς εἶχε καταδικασθῆ εἰς Ἀγγλίαν διὰ κατασκοπείαν ὑπὲρ τῆς Σοβιετικῆς Ἑνώσεως καὶ ἀπεφυλακίσθη προσφάτως. Ἐνῷ ἡ κυβέρνησις κωφεύει εἰς τὰς ἐκκλήσεις ΕΠΙΔΕΙΝΟΥΤΑΙ ΕΙΣ ΔΡΑΜΑΝ Η ΟΙΚΟΝΟΜΙΚΗ ΚΡΙΣΙΣ Μεταναστεύουν συνεχῶς οἱ νέοι καὶ ἐκ τῶν περιοχῶν τοῦ Ἕβρου ΣΥΣΚΕΨΙΣ ΤΩΝ ΟΡΓΑΝΩΣΕΩΝ ΔΡΑΜΑ, 26.— Εἰς τὰ γραφεῖα τοῦ Ἐμπορικοῦ Ἐπιμελητηρίου συνῆλθον οἱ ἐκπρόσωποι τῶν ὀργανώσεων τῆς πόλεως διὰ νὰ συζητήσουν τὴν ὀξυνθεῖσαν οἰκονομικὴν κρίσιν. Ἐτονίσθη ὅτι ἡ ἀνεργία ἔχει λάβει ἀνησυχητικὰς διαστάσεις καὶ οἱ νέοι μεταναστεύουν ὁμαδικῶς. ΕΙΣ ΠΡΟΣΩΤΣΑΝΗΝ Καὶ εἰς τὴν Προσωτσάνην ἡ κατάστασις εἶναι ἐξίσου δυσχερής, οἱ δὲ καπνοπαραγωγοὶ ζητοῦν τὴν λῆψιν ἐκτάκτων μέτρων. ΕΙΣ ΑΛΕΞΑΝΔΡΟΥΠΟΛΙΝ ΑΛΕΞΑΝΔΡΟΥΠΟΛΙΣ, 26.— Ἡ κατάστασις εἰς τὰς περιοχὰς τοῦ Ἕβρου εἶναι ἐπίσης δυσχερής. Πολλαὶ οἰκογένειαι ἐγκατέλειψαν τὰ χωριά των. ΤΟ ΙΣΡΑΗΛ ΠΡΟΜΗΘΕΥΕΙ ΟΠΛΑ ΕΙΣ ΤΗΝ ΔΥΤΙΚΗΝ ΓΕΡΜΑΝΙΑΝ ΚΑΙ ΑΛΛΑΣ ΧΩΡΑΣ ΤΗΣ ΕΥΡΩΠΗΣ ΤΕΛ ΑΒΙΒ, 26 (Ἀσ. Πρὲς).— Ἡ κυβέρνησις τοῦ Ἰσραὴλ ἀνεκοίνωσεν ὅτι προμηθεύει ὅπλα εἰς τὴν Δυτικὴν Γερμανίαν καὶ ἄλλας χώρας, γεγονὸς τὸ ὁποῖον ἐπροκάλεσε συζητήσεις εἰς τὴν Κνεσσέτ. ΟΤΑΝ ΑΝΑΚΟΙΝΟΙ Η ΒΟΝΝΗ ΒΟΝΝΗ, 26 (Ἀσ. Πρὲς).— Ἡ δυτικογερμανικὴ κυβέρνησις ἐπιβεβαίωσε τὰς σχετικὰς πληροφορίας. ΗΡΧΙΣΕΝ ΕΙΣ ΤΟ ΔΥΤΙΚΟΝ ΒΕΡΟΛΙΝΟΝ ΤΟ ΚΙΝΗΜΑΤΟΓΡΑΦΙΚΟΝ ΦΕΣΤΙΒΑΛ ΒΕΡΟΛΙΝΟΝ, 26 (Ἀσ. Πρὲς).— Ἤρχισεν εἰς τὸ Δυτικὸν Βερολῖνον τὸ διεθνὲς κινηματογραφικὸν φεστιβάλ, εἰς τὸ ὁποῖον λαμβάνουν μέρος ταινίαι ἐκ πολλῶν χωρῶν, μεταξὺ τῶν ὁποίων καὶ ἡ Ἑλλάς. Η ΚΑΤΑ ΤΟΥ ΦΡΟΝΤΙΖΙ ΣΤΡΑΤΙΩΤΙΚΗ ΑΠΕΙΛΗ ΗΤΟ ΧΘΕΣ ΣΗΜΑΝΤΙΚΩΣ ΠΕΡΙΩΡΙΣΜΕΝΗ ΜΠΟΥΕΝΟΣ ΑΫΡΕΣ, 26 (Ρώυτερ).— Ἡ στρατιωτικὴ ἀπειλὴ κατὰ τῆς κυβερνήσεως τοῦ προέδρου Φροντίζι ἐμφανίζεται σημαντικῶς περιωρισμένη μετὰ τὰς χθεσινὰς συσκέψεις. ΠΡΟΣΩΡΙΝΗ ΔΙΑΚΟΠΗ ΗΛΕΚΤΡΙΚΟΥ ΡΕΥΜΑΤΟΣ ΔΙΑ ΤΕΧΝΙΚΟΥΣ ΛΟΓΟΥΣ Ἡ ΔΕΗ ἀνακοινοῖ ὅτι διὰ τεχνικοὺς λόγους θὰ διακοπῇ τὸ ἠλεκτρικὸν ρεῦμα τὴν Κυριακὴν 28 Αὐγούστου. α') Ἀπὸ ὥρας 7.00—15.00 β') Ἀπὸ ὥρας 7.30—8.30. Ἐκ τῆς ΔΕΗ Η ΣΛΕΥΘΕΡΟΤΥΠΙΑ ΜΠΟΥΕΝΟΣ ΑΫΡΕΣ, 26 (Ρώυτερ).— Ὁ πρόεδρος Φροντίζι ἐδήλωσεν ὅτι θὰ σεβασθῇ τὴν ἐλευθεροτυπίαν. [1131, 8, 1562, 1399]
article-paragraph: Ὁ Γενικὸς Γραμματεὺς τοῦ ΝΑΤΟ κ. Σπάακ εἰς τὴν ὁμιλίαν του ἀνεφέρθη εἰς τὰς κατευθύνσεις τῆς συμμαχίας καὶ εἰς τὴν ἀνάγκην στενωτέρας συνεργασίας τῶν κρατῶν μελῶν ἐπὶ τῶν πολιτικῶν καὶ στρατιωτικῶν θεμάτων. Ἐτόνισεν ὅτι ἡ ἀτομικὴ ἰσχὺς ἀποτελεῖ τὸν κύριον παράγοντα ἀποτροπῆς. [6, 1289, 190, 1452]
kicker-drama: Ἐνῷ ἡ κυβέρνησις κωφεύει εἰς τὰς ἐκκλήσεις [1174, 576, 1519, 595]
article-paragraph: ΑΛΕΞΑΝΔΡΟΥΠΟΛΙΣ, 26.— Ἡ κατάστασις εἰς τὰς περιοχὰς τοῦ Ἕβρου εἶναι ἐπίσης δυσχερής. Πολλαὶ οἰκογένειαι ἐγκατέλειψαν τὰ χωριά των. [1352, 810, 1562, 885]
article-paragraph: ΒΕΡΟΛΙΝΟΝ, 26 (Ἀσ. Πρὲς).— Ἤρχισεν εἰς τὸ Δυτικὸν Βερολῖνον τὸ διεθνὲς κινηματογραφικὸν φεστιβάλ, εἰς τὸ ὁποῖον λαμβάνουν μέρος ταινίαι ἐκ πολλῶν χωρῶν, μεταξὺ τῶν ὁποίων καὶ ἡ Ἑλλάς. [1131, 1134, 1562, 1178]
headline-drama-crisis: ΕΠΙΔΕΙΝΟΥΤΑΙ ΕΙΣ ΔΡΑΜΑΝ Η ΟΙΚΟΝΟΜΙΚΗ ΚΡΙΣΙΣ [1156, 597, 1537, 647]
section-label: ΟΙ ΚΡΑΤΟΥΜΕΝΟΙ ΑΞΙΩΜΑΤΙΚΟΙ [979, 272, 1083, 297]
article-paragraph: ΣΤΟΚΧΟΛΜΗ, 26 (Ἀσ. Πρὲς).— Ἡ κατάστασις τῆς ὑγείας τοῦ διασήμου μουσικοῦ ἐβελτιώθη ἐλαφρῶς, κατὰ τὸ τελευταῖον ἰατρικὸν ἀνακοινωθέν. [398, 1734, 553, 1837]
notice-title: ΠΡΟΣΩΡΙΝΗ ΔΙΑΚΟΠΗ ΗΛΕΚΤΡΙΚΟΥ ΡΕΥΜΑΤΟΣ ΔΙΑ ΤΕΧΝΙΚΟΥΣ ΛΟΓΟΥΣ [1150, 1336, 1322, 1375]
headline-armstrong: ΕΚΑΛΥΤΕΡΕΥΣΕΝ ΕΛΑΦΡΩΣ Η ΚΑΤΑΣΤΑΣΙΣ ΤΟΥ ΑΟΥ-ΤΖ ΑΡΜΣΤΡΟΝΓΚ [400, 1669, 551, 1731]
column-rule [392, 10, 393, 2341]
list-item: Ἡ κ. Εὐγενία Κωνσταντινίδου [398, 1034, 553, 1063]
section-label: ΕΙΣ ΑΛΕΞΑΝΔΡΟΥΠΟΛΙΝ [1387, 795, 1528, 808]
subhead-citizenship2: ἡ ὑπηκοότης τοῦ Ἀνατολικογερμανοῦ [1206, 110, 1487, 128]
section-label: ΤΙ ΘΑ ΣΤΟΙΧΙΣΗ ΤΟ ΠΕΝΤΑΕΤΕΣ [596, 1900, 710, 1925]
section-label: ΤΑ ΑΤΟΜΙΚΑ ΟΠΛΑ [42, 1458, 154, 1471]
article-paragraph: Κατόπιν τούτου ὁ Σύνδεσμος τῶν Κωνσταντινουπολιτῶν ἐξέφρασε τὴν ἱκανοποίησίν του καὶ ηὐχήθη ὅπως αἱ σχέσεις τῶν δύο λαῶν ἐξελιχθοῦν ἐπὶ τὸ καλύτερον. [398, 546, 553, 664]
section-label: ΕΚΔΗΛΩΣΕΙΣ ΚΑΤΑ ΤΟΥ Κ.Κ. [758, 646, 925, 659]
article-paragraph: ΚΩΝΣΤΑΝΤΙΝΟΥΠΟΛΙΣ, 26 (Τοῦ ἀνταποκριτοῦ μας).— Ὁ παρασκευασθεὶς εἰς τὴν ἑορτὴν τῶν ἀρχαιοτάτων ναῶν καὶ ὅλη ἡ Ἑλληνικὴ Κοινότης τῆς Πόλεως ἔλαβε μέρος εἰς τὰς ἑορταστικὰς ἐκδηλώσεις. Ὁ Οἰκουμενικὸς Πατριάρχης ἐχοροστάτησεν εἰς τὴν θείαν λειτουργίαν, παρουσίᾳ πλήθους πιστῶν καὶ ἐκπροσώπων τῶν ἀρχῶν. [398, 196, 553, 418]
article-paragraph: ΤΕΛ ΑΒΙΒ, 26 (Ἀσ. Πρὲς).— Ἡ κυβέρνησις τοῦ Ἰσραὴλ ἀνεκοίνωσεν ὅτι προμηθεύει ὅπλα εἰς τὴν Δυτικὴν Γερμανίαν καὶ ἄλλας χώρας, γεγονὸς τὸ ὁποῖον ἐπροκάλεσε συζητήσεις εἰς τὴν Κνεσσέτ. [1131, 967, 1341, 1071]
headline-berlin-festival: ΗΡΧΙΣΕΝ ΕΙΣ ΤΟ ΔΥΤΙΚΟΝ ΒΕΡΟΛΙΝΟΝ ΤΟ ΚΙΝΗΜΑΤΟΓΡΑΦΙΚΟΝ ΦΕΣΤΙΒΑΛ [1137, 1088, 1556, 1131]
column-rule [1125, 10, 1126, 2341]
list-item: Ὁ κ. Στέργιος Παπαδόπουλος [398, 948, 553, 977]
subhead-installments: Αἱ δόσεις καταβάλλονται.— Καὶ μία γεννναία προκαταβολή.— Ἀλλὰ τὰ διαμερίσματα μένουν ἡμιτελῆ.— Ἐνῷ ἡ προθεσμία ἔχει λήξει.— Αἱ ἐργασίαι ἀνεστάλησαν.— Ἡ «μεγάλη ζωὴ» τῶν διευθυντῶν τῆς ἑταιρίας [567, 1323, 1116, 1398]
headline-frondizi: Η ΚΑΤΑ ΤΟΥ ΦΡΟΝΤΙΖΙ ΣΤΡΑΤΙΩΤΙΚΗ ΑΠΕΙΛΗ ΗΤΟ ΧΘΕΣ ΣΗΜΑΝΤΙΚΩΣ ΠΕΡΙΩΡΙΣΜΕΝΗ [1144, 1197, 1549, 1232]
headline-discoverer: ΑΠΕΤΥΧΕ ΚΑΙ Η ΝΕΑ ΕΚΤΟΞΕΥΣΙΣ ΤΟΥ ΔΟΡΥΦΟΡΟΥ «ΝΤΙΣΚΟΒΕΡΕΡ» [11, 809, 381, 856]
headline-vallinda-brothers: ΠΑΡΕΔΟΘΗ ΕΙΣ ΕΚ ΤΩΝ ΑΔΕΛΦΩΝ ΒΑΛΛΗΝΔΑ ΑΓΝΩΣΤΟΝ ΟΜΩΣ ΠΟΥ ΕΥΡΙΣΚΕΤΑΙ Ο ΑΛΛΟΣ [616, 1238, 1067, 1320]
notice-body: Ἡ ΔΕΗ ἀνακοινοῖ ὅτι διὰ τεχνικοὺς λόγους θὰ διακοπῇ τὸ ἠλεκτρικὸν ρεῦμα τὴν Κυριακὴν 28 Αὐγούστου. α') Ἀπὸ ὥρας 7.00—15.00 β') Ἀπὸ ὥρας 7.30—8.30. Ἐκ τῆς ΔΕΗ [1363, 1234, 1549, 1323]
title-ti-nea-polis: ΤΙ ΝΕΑ ΑΠ' ΤΗΝ ΠΟΛΙ; [413, 67, 538, 179]
section-label: ΑΙ ΕΠΙΚΡΙΣΕΙΣ [612, 610, 695, 622]
article-paragraph: ΒΕΡΟΛΙΝΟΝ, 26 (Ἀσ. Πρὲς).— Ὁ Ἀτομικὸς κατάσκοπος Κλάους Φοὺκς ἐγκατεστάθη εἰς τὴν οἰκίαν τοῦ γέροντος πατρός του, ἐγγὺς τοῦ Ἀνατολικοῦ Βερολίνου. Ἡ κυβέρνησις τῆς Ἀνατολικῆς Γερμανίας τοῦ ἐχορήγησε τὴν ὑπηκοότητα κατόπιν αἰτήσεώς του. [1131, 465, 1562, 555]
center-mid-vallinda: Ἡ «Οἰκοδομική», ἀπάτη ἀπὸ τὰς πλέον «καλοβαλμένας» ΠΑΡΕΔΟΘΗ ΕΙΣ ΕΚ ΤΩΝ ΑΔΕΛΦΩΝ ΒΑΛΛΗΝΔΑ ΑΓΝΩΣΤΟΝ ΟΜΩΣ ΠΟΥ ΕΥΡΙΣΚΕΤΑΙ Ο ΑΛΛΟΣ Αἱ δόσεις καταβάλλονται.— Καὶ μία γεννναία προκαταβολή.— Ἀλλὰ τὰ διαμερίσματα μένουν ἡμιτελῆ.— Ἐνῷ ἡ προθεσμία ἔχει λήξει.— Αἱ ἐργασίαι ἀνεστάλησαν.— Ἡ «μεγάλη ζωὴ» τῶν διευθυντῶν τῆς ἑταιρίας ΑΝΑΣΤΑΤΟΙ ΟΙ ΑΦΑΙΜΑΧΘΕΝΤΕΣ ΑΓΟΡΑΣΤΑΙ ΑΘΗΝΑΙ, 26.— Ἡ ὑπόθεσις τῆς οἰκοδομικῆς ἑταιρείας τῶν ἀδελφῶν Βαλλήνδα, ἐξακολουθεῖ νὰ ἀπασχολῇ τὰς ἀρχάς. Ὁ εἷς ἐκ τῶν ἀδελφῶν παρεδόθη χθὲς εἰς τὴν Ἀσφάλειαν, ἐνῷ ὁ ἕτερος παραμένει ἄγνωστον ποῦ εὑρίσκεται. Οἱ ἀγορασταὶ τῶν διαμερισμάτων, οἱ ὁποῖοι κατέβαλον προκαταβολὰς καὶ δόσεις, εὑρίσκονται ἀνάστατοι διότι αἱ ἐργασίαι ἀνεστάλησαν. ΔΙΑΣΤΑΙ ΑΝΑΣΤΡΟΦΗ Οἱ ἀγορασταὶ συνῆλθον χθὲς εἰς σύσκεψιν καὶ ἀπεφάσισαν νὰ συστήσουν ἐπιτροπὴν διὰ τὴν προάσπισιν τῶν συμφερόντων των. ΕΞΑΦΑΝΙΣΘΕΙΣ Ο Ὁ ἐξαφανισθεὶς ἀδελφὸς ἀναζητεῖται ὑπὸ τῆς Ἀσφαλείας, ἡ ὁποία ἐξέδωσεν ἔνταλμα συλλήψεως. ΤΑ ΘΥΜΑΤΑ ΔΙΑΜΑΡΤΥΡΟΝΤΑΙ Οἱ παθόντες, περὶ τοὺς διακοσίους, ὑπέβαλον μηνύσεις καὶ ζητοῦν τὴν ἀποκατάστασιν τῶν ζημιῶν των. Ἡ Ἀσφάλεια ἐρευνᾷ τὰ βιβλία τῆς ἑταιρείας. ΣΥΝΔΙΑΣΚΕΨΙΣ ΕΝΝΕΑ ΑΦΡΙΚΑΝΙΚΩΝ ΧΩΡΩΝ ΔΙΑ ΤΟΝ ΚΑΛΥΤΕΡΟΝ ΤΡΟΠΟΝ ΕΝΙΣΧΥΣΕΩΣ ΤΟΥ ΑΓΩΝΟΣ ΤΩΝ ΑΛΓΕΡΙΝΩΝ ΑΝΤΑΡΤΩΝ ΗΝΩΜΕΝΑ ΕΘΝΗ, 26 (Ἀσ. Πρὲς).— Οἱ ἀντιπρόσωποι ἐννέα ἀφρικανικῶν χωρῶν συνῆλθον εἰς σύσκεψιν διὰ νὰ ἐξετάσουν τὸν τρόπον ἐνισχύσεως τοῦ ἀγῶνος τῶν Ἀλγερινῶν. Αἱ χῶραι αὗται ἀπεφάσισαν νὰ ὑποβάλουν κοινὸν ὑπόμνημα εἰς τὴν Γενικὴν Συνέλευσιν. ΤΙ ΘΑ ΣΤΟΙΧΙΣΗ ΤΟ ΠΕΝΤΑΕΤΕΣ ΠΑΡΙΣΙΟΙ, 26 (Ἀσ. Πρὲς).— Τὸ πενταετὲς πρόγραμμα ἀναπτύξεως τῆς Ἀλγερίας θὰ στοιχίσῃ ἐκατοντάδας δισεκατομμυρίων φράγκων. ΜΑΧΑΙ ΕΙΣ ΜΠΟΝ ΑΛΓΕΡΙΟΝ, 26 (Ἀσ. Πρὲς).— Σφοδραὶ μάχαι ἐσημειώθησαν εἰς τὴν περιοχὴν τῆς Μπὸν μεταξὺ γαλλικῶν στρατευμάτων καὶ ἀνταρτῶν. Αἱ ἀπώλειαι τῶν ἀνταρτῶν ἀνέρχονται εἰς πολλὰς δεκάδας νεκρῶν. ΔΙΑ ΝΑ ΤΕΡΜΑΤΙΣΟΥΝ ΠΑΡΙΣΙΟΙ, 26 (Ἀσ. Πρὲς).— Ὁ στρατηγὸς Ντὲ Γκὼλ ἀναμένεται νὰ ἀνακοινώσῃ νέας προτάσεις διὰ τὸν τερματισμὸν τῶν ἐχθροπραξιῶν. Ἀναμένεται ὅτι αἱ προτάσεις θὰ περιλαμβάνουν τὴν κατάπαυσιν τοῦ πυρὸς καὶ διαπραγματεύσεις. [564, 1205, 1119, 1931]
article-paragraph: ΔΡΑΜΑ, 26.— Εἰς τὰ γραφεῖα τοῦ Ἐμπορικοῦ Ἐπιμελητηρίου συνῆλθον οἱ ἐκπρόσωποι τῶν ὀργανώσεων τῆς πόλεως διὰ νὰ συζητήσουν τὴν ὀξυνθεῖσαν οἰκονομικὴν κρίσιν. Ἐτονίσθη ὅτι ἡ ἀνεργία ἔχει λάβει ἀνησυχητικὰς διαστάσεις καὶ οἱ νέοι μεταναστεύουν ὁμαδικῶς. [1131, 730, 1341, 863]
article-paragraph: Εἰς γνωστὰ διπλωματικὰ σημειώματα τονίζεται ὅτι ὁ ἐξοπλισμὸς τοῦ Ἰρὰκ μὲ τοιαῦτα ὅπλα θὰ μετέβαλλε τὴν ἰσορροπίαν δυνάμεων εἰς τὴν Μέσην Ἀνατολήν, καὶ θὰ ἀπετέλει σοβαρὸν κίνδυνον διὰ τὴν εἰρήνην τῆς περιοχῆς. [564, 625, 742, 744]
subhead-organisations: ΣΥΣΚΕΨΙΣ ΤΩΝ ΟΡΓΑΝΩΣΕΩΝ [1206, 706, 1487, 727]
section-label: Η ΣΛΕΥΘΕΡΟΤΥΠΙΑ [1401, 1340, 1513, 1352]
section-label: ΔΙΑΣΤΑΙ ΑΝΑΣΤΡΟΦΗ [779, 1499, 905, 1512]
headline-african-conference: ΣΥΝΔΙΑΣΚΕΨΙΣ ΕΝΝΕΑ ΑΦΡΙΚΑΝΙΚΩΝ ΧΩΡΩΝ ΔΙΑ ΤΟΝ ΚΑΛΥΤΕΡΟΝ ΤΡΟΠΟΝ ΕΝΙΣΧΥΣΕΩΣ ΤΟΥ ΑΓΩΝΟΣ ΤΩΝ ΑΛΓΕΡΙΝΩΝ ΑΝΤΑΡΤΩΝ [567, 1658, 1116, 1722]
